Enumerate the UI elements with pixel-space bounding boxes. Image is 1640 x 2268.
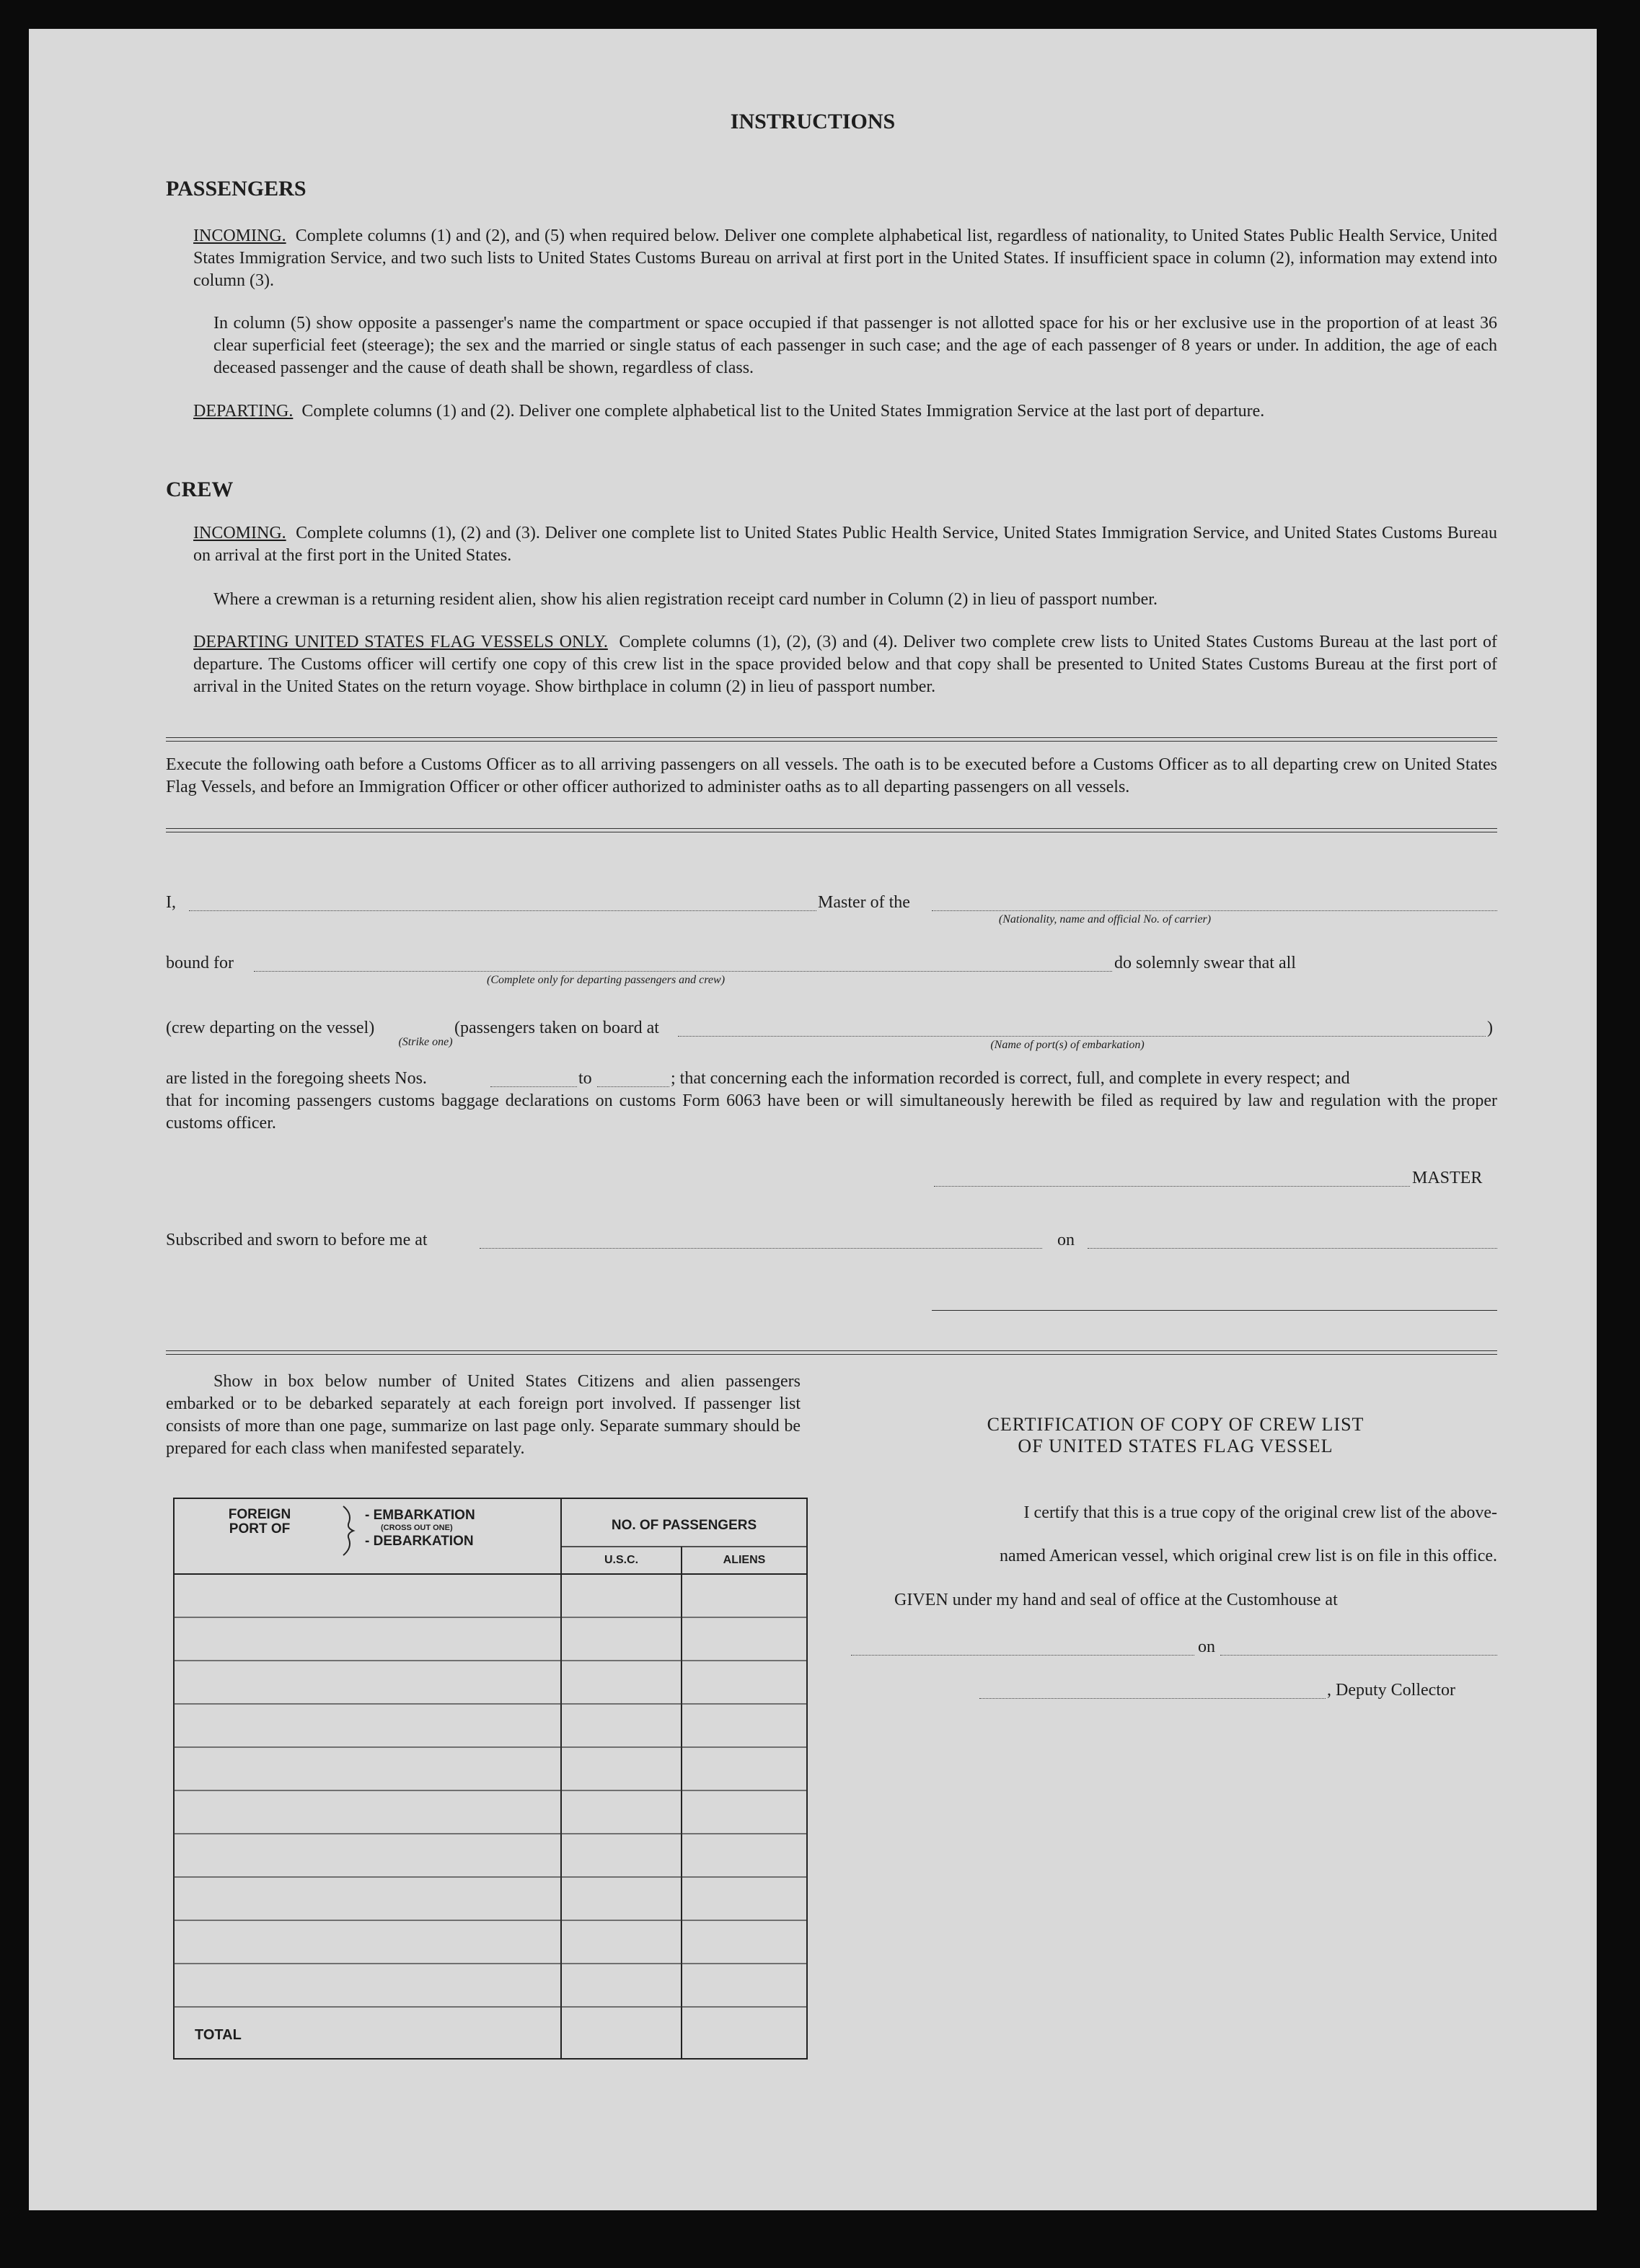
- master-name-field[interactable]: [189, 910, 816, 911]
- passengers-departing-paragraph: [193, 400, 1497, 423]
- passengers-incoming-paragraph: [193, 225, 1497, 292]
- form-page: [29, 29, 1597, 2210]
- sheet-to-field[interactable]: [597, 1086, 669, 1087]
- embarkation-port-field[interactable]: [678, 1036, 1486, 1037]
- certification-heading-2: OF UNITED STATES FLAG VESSEL: [1018, 1436, 1333, 1456]
- sworn-date-field[interactable]: [1088, 1248, 1497, 1249]
- master-label: MASTER: [1412, 1169, 1483, 1187]
- no-passengers-header: NO. OF PASSENGERS: [611, 1518, 757, 1533]
- listed-text-continued: that for incoming passengers customs baggage declarations on customs Form 6063 have been or will simultaneously herewith be filed as required by law and regulation with the proper customs officer.: [166, 1091, 1497, 1133]
- total-label: TOTAL: [195, 2027, 242, 2043]
- passengers-heading: PASSENGERS: [166, 177, 307, 201]
- strike-one-note: (Strike one): [398, 1036, 453, 1048]
- aliens-header: ALIENS: [723, 1554, 766, 1566]
- divider: [166, 828, 1497, 832]
- crew-incoming-text: Complete columns (1), (2) and (3). Deliver one complete list to United States Public Health Service, United States Immigration Service, and United States Customs Bureau on arrival at the first port in the United States.: [193, 524, 1498, 565]
- certification-date-field[interactable]: [1220, 1655, 1497, 1656]
- deputy-collector-field[interactable]: [979, 1698, 1326, 1699]
- deputy-collector-label: , Deputy Collector: [1327, 1681, 1455, 1700]
- certification-on-label: on: [1198, 1638, 1215, 1656]
- crew-departing-paragraph: [193, 631, 1497, 698]
- nationality-note: (Nationality, name and official No. of carrier): [998, 913, 1212, 926]
- crew-incoming-label: INCOMING.: [193, 524, 286, 542]
- table-grid: [173, 1498, 808, 2060]
- summary-instructions: Show in box below number of United States Citizens and alien passengers embarked or to be debarked separately at each foreign port involved. If passenger list consists of more than one page, summarize on last page only. Separate summary should be prepared for each class when manifested separately.: [166, 1372, 801, 1458]
- listed-label: are listed in the foregoing sheets Nos.: [166, 1069, 427, 1088]
- listed-to-label: to: [578, 1069, 592, 1088]
- swear-label: do solemnly swear that all: [1114, 954, 1296, 972]
- customhouse-field[interactable]: [851, 1655, 1194, 1656]
- passengers-departing-label: DEPARTING.: [193, 402, 294, 421]
- certification-line-1: I certify that this is a true copy of the original crew list of the above-: [1023, 1503, 1497, 1522]
- master-signature-field[interactable]: [934, 1186, 1410, 1187]
- port-note: (Name of port(s) of embarkation): [990, 1039, 1145, 1051]
- passengers-taken-option[interactable]: (passengers taken on board at: [454, 1019, 659, 1037]
- subscribed-label: Subscribed and sworn to before me at: [166, 1231, 428, 1249]
- officer-signature-field[interactable]: [932, 1310, 1497, 1311]
- crew-departing-label: DEPARTING UNITED STATES FLAG VESSELS ONLY.: [193, 633, 608, 651]
- complete-only-note: (Complete only for departing passengers and crew): [486, 974, 726, 986]
- crew-departing-text: Complete columns (1), (2), (3) and (4). Deliver two complete crew lists to United States Customs Bureau at the last port of departure. The Customs officer will certify one copy of this crew list in the space provided below and that copy shall be presented to United States Customs Bureau at the first port of arrival in the United States on the return voyage. Show birthplace in column (2) in lieu of passport number.: [193, 633, 1497, 696]
- debarkation-header: - DEBARKATION: [365, 1534, 474, 1549]
- crew-incoming-paragraph: [193, 522, 1497, 567]
- sworn-on-label: on: [1057, 1231, 1075, 1249]
- master-of-the-label: Master of the: [818, 893, 910, 912]
- passengers-incoming-text: Complete columns (1) and (2), and (5) when required below. Deliver one complete alphabetical list, regardless of nationality, to United States Public Health Service, United States Immigration Service, and two such lists to United States Customs Bureau on arrival at first port in the United States. If insufficient space in column (2), information may extend into column (3).: [193, 227, 1498, 290]
- page-title: INSTRUCTIONS: [730, 110, 896, 133]
- passengers-departing-text: Complete columns (1) and (2). Deliver one complete alphabetical list to the United States Immigration Service at the last port of departure.: [301, 402, 1265, 421]
- bound-for-field[interactable]: [254, 971, 1112, 972]
- certification-heading-1: CERTIFICATION OF COPY OF CREW LIST: [987, 1414, 1365, 1435]
- listed-text: ; that concerning each the information recorded is correct, full, and complete in every respect; and: [671, 1069, 1350, 1088]
- carrier-field[interactable]: [932, 910, 1497, 911]
- bound-for-label: bound for: [166, 954, 234, 972]
- passenger-summary-table: [173, 1498, 808, 2060]
- crew-returning-paragraph: Where a crewman is a returning resident alien, show his alien registration receipt card number in Column (2) in lieu of passport number.: [213, 590, 1158, 609]
- passengers-incoming-label: INCOMING.: [193, 227, 286, 245]
- divider: [166, 1350, 1497, 1355]
- sworn-place-field[interactable]: [480, 1248, 1042, 1249]
- certification-line-2: named American vessel, which original crew list is on file in this office.: [999, 1547, 1497, 1565]
- crew-heading: CREW: [166, 478, 234, 501]
- divider: [166, 737, 1497, 742]
- cross-out-note: (CROSS OUT ONE): [381, 1524, 453, 1532]
- foreign-port-of-header: FOREIGN PORT OF: [228, 1507, 291, 1537]
- close-paren: ): [1487, 1019, 1493, 1037]
- crew-departing-option[interactable]: (crew departing on the vessel): [166, 1019, 375, 1037]
- usc-header: U.S.C.: [604, 1554, 639, 1566]
- passengers-column5-paragraph: In column (5) show opposite a passenger's name the compartment or space occupied if that passenger is not allotted space for his or her exclusive use in the proportion of at least 36 clear superficial feet (steerage); the sex and the married or single status of each passenger in such case; and the age of each passenger of 8 years or under. In addition, the age of each deceased passenger and the cause of death shall be shown, regardless of class.: [213, 314, 1497, 377]
- certification-line-3: GIVEN under my hand and seal of office at the Customhouse at: [894, 1591, 1338, 1609]
- oath-i-label: I,: [166, 893, 176, 912]
- sheet-from-field[interactable]: [490, 1086, 577, 1087]
- embarkation-header: - EMBARKATION: [365, 1508, 475, 1523]
- oath-instructions: Execute the following oath before a Customs Officer as to all arriving passengers on all vessels. The oath is to be executed before a Customs Officer as to all departing crew on United States Flag Vessels, and before an Immigration Officer or other officer authorized to administer oaths as to all departing passengers on all vessels.: [166, 755, 1497, 796]
